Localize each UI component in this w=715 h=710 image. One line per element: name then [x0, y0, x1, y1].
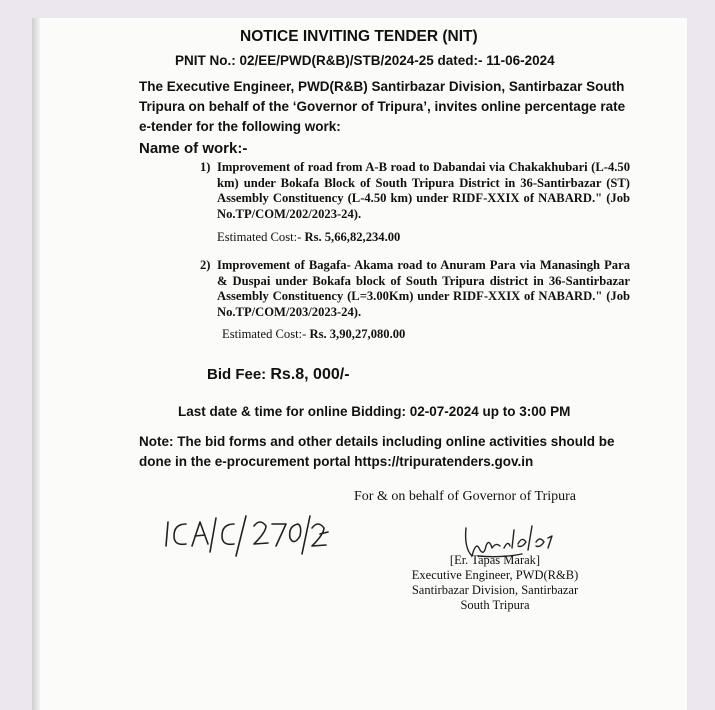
estimated-cost-label: Estimated Cost:- — [217, 230, 302, 244]
note-paragraph: Note: The bid forms and other details including online activities should be done in the e-procurement portal https://tripuratenders.gov.in — [139, 434, 615, 469]
work-item-number: 1) — [200, 160, 211, 174]
on-behalf-line: For & on behalf of Governor of Tripura — [354, 489, 577, 504]
handwritten-reference — [160, 510, 330, 560]
pnit-number: PNIT No.: 02/EE/PWD(R&B)/STB/2024-25 dated:- 11-06-2024 — [175, 53, 555, 68]
work-item-1 — [200, 160, 630, 222]
estimated-cost-label: Estimated Cost:- — [222, 327, 307, 341]
name-of-work-label: Name of work:- — [139, 140, 248, 157]
work-item-description: Improvement of road from A-B road to Dabandai via Chakakhubari (L-4.50 km) under Bokafa Block of South Tripura District in 36-Santirbazar (ST) Assembly Constituency (L-4.50 km) under RIDF-XXIX of NABARD." (Job No.TP/COM/202/2023-24). — [217, 160, 630, 221]
estimated-cost-value: Rs. 5,66,82,234.00 — [304, 230, 401, 244]
notice-title: NOTICE INVITING TENDER (NIT) — [240, 28, 478, 45]
work-item-number: 2) — [200, 258, 211, 272]
last-date: Last date & time for online Bidding: 02-07-2024 up to 3:00 PM — [178, 404, 571, 419]
page-shadow-edge — [32, 18, 40, 710]
estimated-cost-1 — [217, 230, 400, 245]
estimated-cost-value: Rs. 3,90,27,080.00 — [309, 327, 406, 341]
signatory-district: South Tripura — [460, 598, 530, 612]
signatory-designation: Executive Engineer, PWD(R&B) — [411, 568, 579, 582]
bid-fee-label: Bid Fee: — [207, 366, 267, 383]
bid-fee-value: Rs.8, 000/- — [270, 366, 350, 383]
work-item-description: Improvement of Bagafa- Akama road to Anuram Para via Manasingh Para & Duspai under Bokafa block of South Tripura district in 36-Santirbazar Assembly Constituency (L=3.00Km) under RIDF-XXIX of NABARD." (Job No.TP/COM/203/2023-24). — [217, 258, 630, 319]
intro-paragraph: The Executive Engineer, PWD(R&B) Santirbazar Division, Santirbazar South Tripura on behalf of the ‘Governor of Tripura’, invites online percentage rate e-tender for the following work: — [139, 79, 626, 134]
estimated-cost-2 — [222, 327, 405, 342]
signatory-name: [Er. Tapas Marak] — [449, 553, 541, 567]
bid-fee — [207, 366, 350, 384]
signatory-division: Santirbazar Division, Santirbazar — [411, 583, 579, 597]
signatory-block — [400, 553, 590, 613]
work-item-2 — [200, 258, 630, 320]
